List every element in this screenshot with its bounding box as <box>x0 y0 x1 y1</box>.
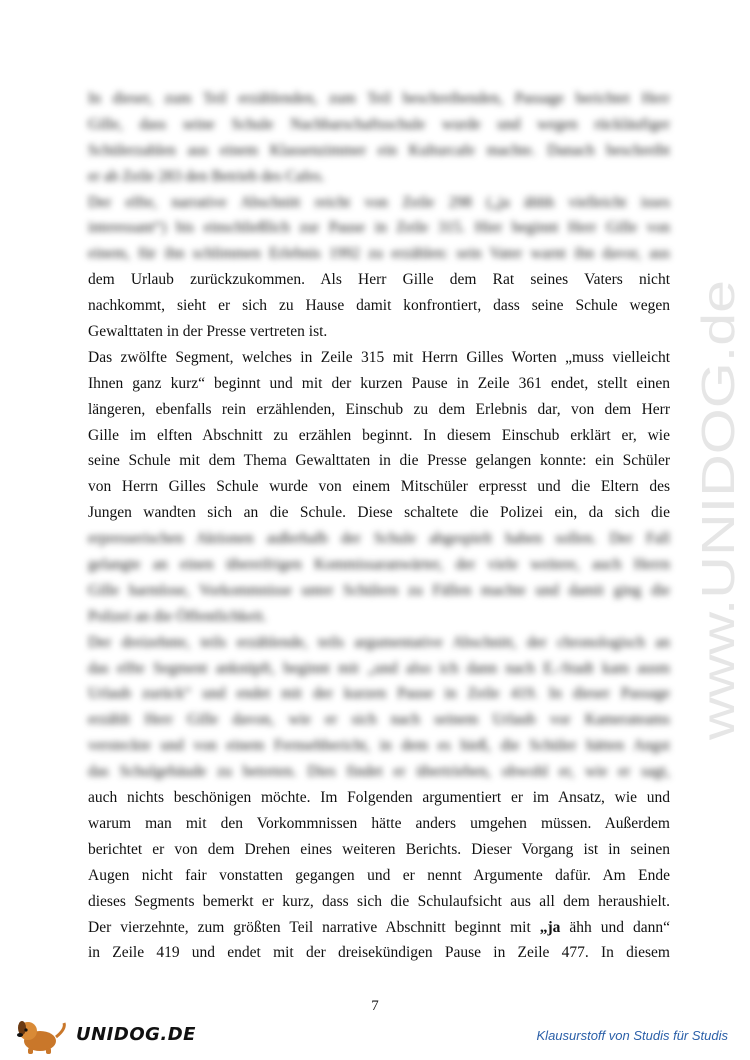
text-line: Der vierzehnte, zum größten Teil narrative Abschnitt beginnt mit „ja ähh und dann“ <box>88 918 670 936</box>
text-line: Gille im elften Abschnitt zu erzählen beginnt. In diesem Einschub erklärt er, wie <box>88 426 670 444</box>
text-line: In dieser, zum Teil erzählenden, zum Teil beschreibenden, Passage berichtet Herr <box>88 90 670 107</box>
watermark-text: www.UNIDOG.de <box>692 382 744 740</box>
text-line: Gewalttaten in der Presse vertreten ist. <box>88 323 328 341</box>
text-line: warum man mit den Vorkommnissen hätte anders umgehen müssen. Außerdem <box>88 814 670 832</box>
text-line: von Herrn Gilles Schule wurde von einem Mitschüler erpresst und die Eltern des <box>88 478 670 496</box>
text-line: Gille, dass seine Schule Nachbarschaftsschule wurde und wegen rückläufiger <box>88 115 670 133</box>
text-line: Augen nicht fair vonstatten gegangen und er nennt Argumente dafür. Am Ende <box>88 866 670 884</box>
text-line: versteckte und von einem Fernsehbericht, in dem es hieß, die Schüler hätten Angst <box>88 737 670 755</box>
text-line: Urlaub zurück“ und endet mit der kurzen Pause in Zeile 419. In dieser Passage <box>88 685 670 703</box>
text-line: Das zwölfte Segment, welches in Zeile 315 mit Herrn Gilles Worten „muss vielleicht <box>88 348 670 366</box>
text-line: interessant“) bis einschließlich zur Pause in Zeile 315. Hier beginnt Herr Gille von <box>88 219 670 237</box>
text-line: gelangte an einen übereifrigen Kommissaranwärter, der viele weitere, auch Herrn <box>88 556 670 574</box>
text-line: nachkommt, sieht er sich zu Hause damit konfrontiert, dass seine Schule wegen <box>88 297 670 315</box>
text-line: längeren, ebenfalls rein erzählenden, Einschub zu dem Erlebnis dar, von dem Herr <box>88 400 670 418</box>
text-line: berichtet er von dem Drehen eines weiteren Berichts. Dieser Vorgang ist in seinen <box>88 840 670 858</box>
text-line: Jungen wandten sich an die Schule. Diese schaltete die Polizei ein, da sich die <box>88 504 670 522</box>
text-line: Schülerzahlen aus einem Klassenzimmer ein Kulturcafe machte. Danach beschreibt <box>88 141 670 159</box>
watermark <box>690 270 750 740</box>
footer-logo <box>14 1015 214 1055</box>
text-line: erzählt Herr Gille davon, wie er sich nach seinem Urlaub vor Kamerateams <box>88 711 670 729</box>
text-line: dieses Segments bemerkt er kurz, dass sich die Schulaufsicht aus all dem heraushielt. <box>88 892 670 910</box>
bold-quote: „ja <box>539 918 561 936</box>
text-line: Der dreizehnte, teils erzählende, teils argumentative Abschnitt, der chronologisch an <box>88 633 670 651</box>
logo-text: UNIDOG.DE <box>76 1024 196 1045</box>
text-line: das Schulgebäude zu betreten. Dies findet er übertrieben, obwohl er, wie er sagt, <box>88 763 670 781</box>
footer-slogan: Klausurstoff von Studis für Studis <box>536 1028 728 1043</box>
page-number: 7 <box>371 998 379 1014</box>
text-line: das elfte Segment anknüpft, beginnt mit „und also ich dann nach E.-Stadt kam ausm <box>88 659 670 677</box>
text-line: erpresserischen Aktionen außerhalb der Schule abgespielt haben sollen. Der Fall <box>88 530 670 548</box>
text-line: Ihnen ganz kurz“ beginnt und mit der kurzen Pause in Zeile 361 endet, stellt einen <box>88 374 670 392</box>
text-line: in Zeile 419 und endet mit der dreisekündigen Pause in Zeile 477. In diesem <box>88 944 670 962</box>
dog-icon <box>14 1015 70 1055</box>
text-line: einem, für ihn schlimmen Erlebnis 1992 zu erzählen: sein Vater warnt ihn davor, aus <box>88 245 670 263</box>
body-text <box>88 86 670 966</box>
text-line: er ab Zeile 283 den Betrieb des Cafes. <box>88 167 325 185</box>
text-line: auch nichts beschönigen möchte. Im Folgenden argumentiert er im Ansatz, wie und <box>88 789 670 807</box>
text-line: dem Urlaub zurückzukommen. Als Herr Gille dem Rat seines Vaters nicht <box>88 271 670 289</box>
text-line: seine Schule mit dem Thema Gewalttaten in die Presse gelangen konnte: ein Schüler <box>88 452 670 470</box>
text-line: Gille harmlose, Vorkommnisse unter Schülern zu Fällen machte und damit ging die <box>88 581 670 599</box>
text-line: Der elfte, narrative Abschnitt reicht von Zeile 298 („ja ähhh vielleicht isses <box>88 193 670 211</box>
text-line: Polizei an die Öffentlichkeit. <box>88 607 267 625</box>
